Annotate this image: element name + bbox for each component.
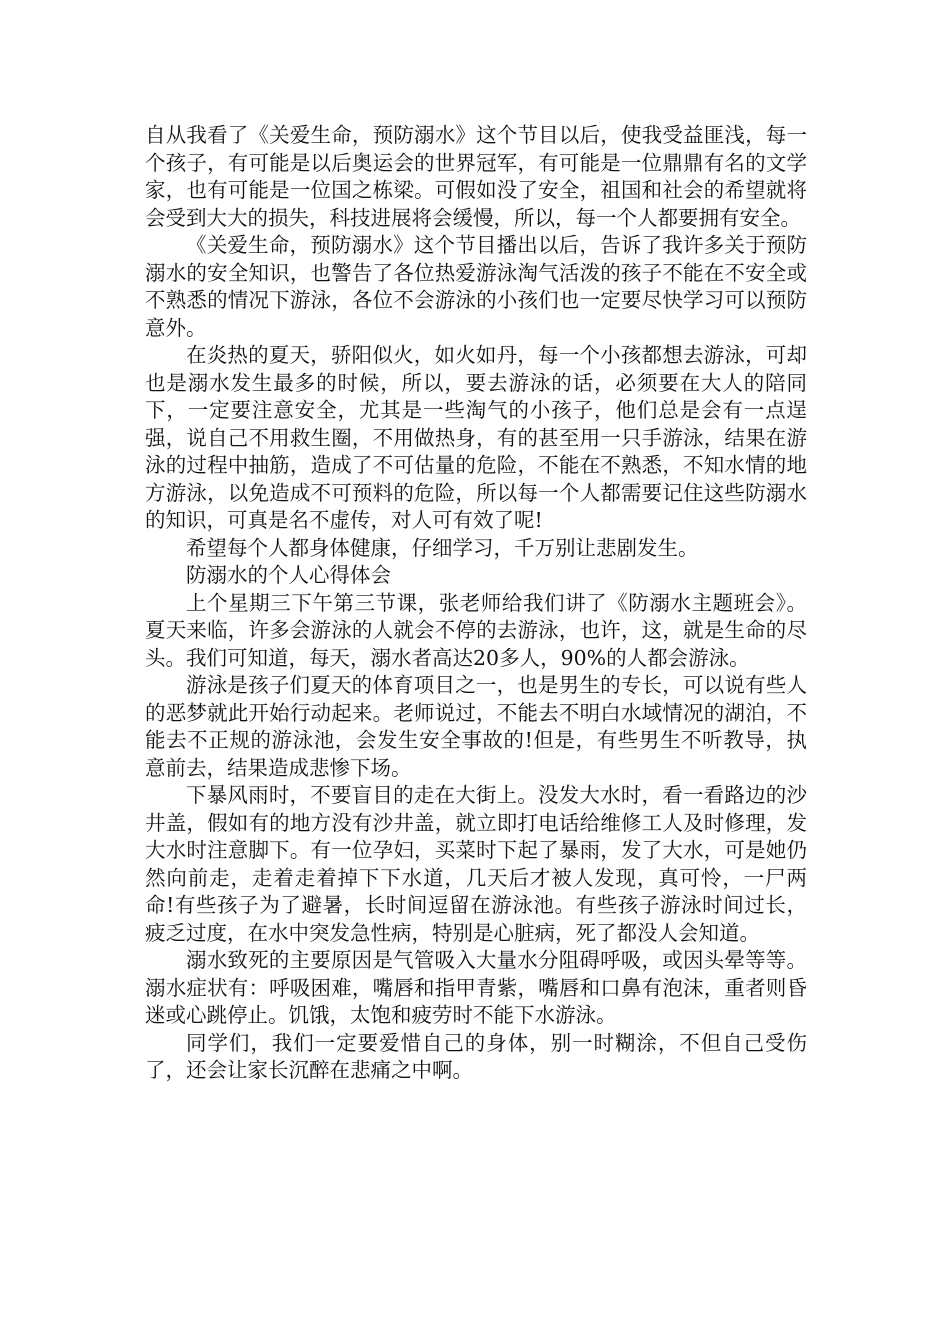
paragraph-4: 希望每个人都身体健康，仔细学习，千万别让悲剧发生。 — [186, 535, 699, 560]
document-body — [145, 122, 807, 1085]
section-heading: 防溺水的个人心得体会 — [186, 563, 391, 587]
paragraph-1: 自从我看了《关爱生命，预防溺水》这个节目以后，使我受益匪浅，每一个孩子，有可能是以后奥运会的世界冠军，有可能是一位鼎鼎有名的文学家，也有可能是一位国之栋梁。可假如没了安全，祖国和社会的希望就将会受到大大的损失，科技进展将会缓慢，所以，每一个人都要拥有安全。 — [145, 123, 807, 230]
paragraph-6: 上个星期三下午第三节课，张老师给我们讲了《防溺水主题班会》。夏天来临，许多会游泳的人就会不停的去游泳，也许，这，就是生命的尽头。我们可知道，每天，溺水者高达20多人，90%的人都会游泳。 — [145, 590, 807, 670]
paragraph-3: 在炎热的夏天，骄阳似火，如火如丹，每一个小孩都想去游泳，可却也是溺水发生最多的时候，所以，要去游泳的话，必须要在大人的陪同下，一定要注意安全，尤其是一些淘气的小孩子，他们总是会有一点逞强，说自己不用救生圈，不用做热身，有的甚至用一只手游泳，结果在游泳的过程中抽筋，造成了不可估量的危险，不能在不熟悉，不知水情的地方游泳，以免造成不可预料的危险，所以每一个人都需要记住这些防溺水的知识，可真是名不虚传，对人可有效了呢! — [145, 343, 807, 532]
paragraph-2: 《关爱生命，预防溺水》这个节目播出以后，告诉了我许多关于预防溺水的安全知识，也警告了各位热爱游泳淘气活泼的孩子不能在不安全或不熟悉的情况下游泳，各位不会游泳的小孩们也一定要尽快学习可以预防意外。 — [145, 233, 807, 340]
paragraph-8: 下暴风雨时，不要盲目的走在大街上。没发大水时，看一看路边的沙井盖，假如有的地方没有沙井盖，就立即打电话给维修工人及时修理，发大水时注意脚下。有一位孕妇，买菜时下起了暴雨，发了大水，可是她仍然向前走，走着走着掉下下水道，几天后才被人发现，真可怜，一尸两命!有些孩子为了避暑，长时间逗留在游泳池。有些孩子游泳时间过长，疲乏过度，在水中突发急性病，特别是心脏病，死了都没人会知道。 — [145, 783, 807, 945]
paragraph-7: 游泳是孩子们夏天的体育项目之一，也是男生的专长，可以说有些人的恶梦就此开始行动起来。老师说过，不能去不明白水域情况的湖泊，不能去不正规的游泳池，会发生安全事故的!但是，有些男生不听教导，执意前去，结果造成悲惨下场。 — [145, 673, 807, 780]
paragraph-9: 溺水致死的主要原因是气管吸入大量水分阻碍呼吸，或因头晕等等。溺水症状有：呼吸困难，嘴唇和指甲青紫，嘴唇和口鼻有泡沫，重者则昏迷或心跳停止。饥饿，太饱和疲劳时不能下水游泳。 — [145, 948, 807, 1027]
paragraph-10: 同学们，我们一定要爱惜自己的身体，别一时糊涂，不但自己受伤了，还会让家长沉醉在悲痛之中啊。 — [145, 1030, 807, 1082]
